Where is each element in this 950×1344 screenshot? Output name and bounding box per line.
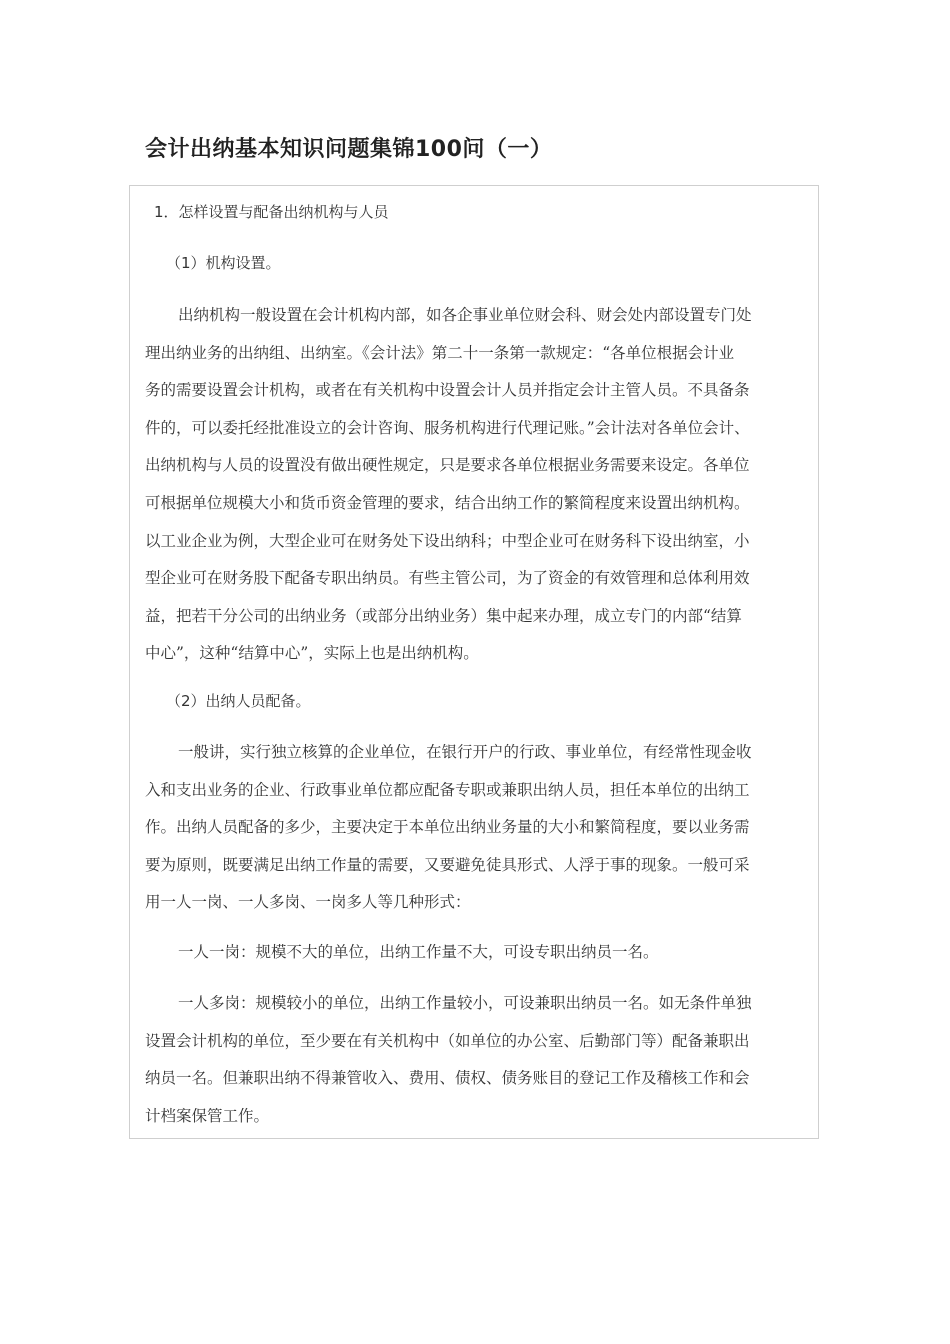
- paragraph-one-person-multiple-posts: [145, 985, 810, 1135]
- paragraph-line: 设置会计机构的单位，至少要在有关机构中（如单位的办公室、后勤部门等）配备兼职出: [145, 1031, 750, 1050]
- paragraph-line: 件的，可以委托经批准设立的会计咨询、服务机构进行代理记账。”会计法对各单位会计、: [145, 418, 750, 437]
- paragraph-line: 计档案保管工作。: [145, 1106, 270, 1125]
- paragraph-line: 入和支出业务的企业、行政事业单位都应配备专职或兼职出纳人员，担任本单位的出纳工: [145, 780, 750, 799]
- paragraph-line: 理出纳业务的出纳组、出纳室。《会计法》第二十一条第一款规定：“各单位根据会计业: [145, 343, 735, 362]
- paragraph-line: 一人一岗：规模不大的单位，出纳工作量不大，可设专职出纳员一名。: [178, 943, 659, 961]
- paragraph-line: 纳员一名。但兼职出纳不得兼管收入、费用、债权、债务账目的登记工作及稽核工作和会: [145, 1069, 750, 1088]
- document-title: 会计出纳基本知识问题集锦100问（一）: [145, 137, 553, 162]
- paragraph-line: 以工业企业为例，大型企业可在财务处下设出纳科；中型企业可在财务科下设出纳室，小: [145, 531, 750, 550]
- paragraph-line: 出纳机构与人员的设置没有做出硬性规定，只是要求各单位根据业务需要来设定。各单位: [145, 456, 750, 475]
- paragraph-line: 出纳机构一般设置在会计机构内部，如各企事业单位财会科、财会处内部设置专门处: [178, 306, 752, 324]
- paragraph-line: 一般讲，实行独立核算的企业单位，在银行开户的行政、事业单位，有经常性现金收: [178, 743, 752, 761]
- paragraph-line: 一人多岗：规模较小的单位，出纳工作量较小，可设兼职出纳员一名。如无条件单独: [178, 994, 752, 1012]
- section-heading-staffing: （2）出纳人员配备。: [166, 692, 311, 710]
- section-heading-organization: （1）机构设置。: [166, 254, 281, 272]
- paragraph-line: 用一人一岗、一人多岗、一岗多人等几种形式：: [145, 893, 471, 912]
- paragraph-line: 益，把若干分公司的出纳业务（或部分出纳业务）集中起来办理，成立专门的内部“结算: [145, 606, 742, 625]
- paragraph-line: 务的需要设置会计机构，或者在有关机构中设置会计人员并指定会计主管人员。不具备条: [145, 381, 750, 400]
- paragraph-staffing-general: [145, 734, 810, 922]
- question-heading: 1．怎样设置与配备出纳机构与人员: [154, 203, 389, 221]
- paragraph-line: 中心”，这种“结算中心”，实际上也是出纳机构。: [145, 644, 479, 663]
- paragraph-organization: [145, 297, 810, 673]
- paragraph-one-person-one-post: [145, 934, 810, 972]
- paragraph-line: 作。出纳人员配备的多少，主要决定于本单位出纳业务量的大小和繁简程度，要以业务需: [145, 818, 750, 837]
- paragraph-line: 型企业可在财务股下配备专职出纳员。有些主管公司，为了资金的有效管理和总体利用效: [145, 569, 750, 588]
- paragraph-line: 可根据单位规模大小和货币资金管理的要求，结合出纳工作的繁简程度来设置出纳机构。: [145, 493, 750, 512]
- paragraph-line: 要为原则，既要满足出纳工作量的需要，又要避免徒具形式、人浮于事的现象。一般可采: [145, 855, 750, 874]
